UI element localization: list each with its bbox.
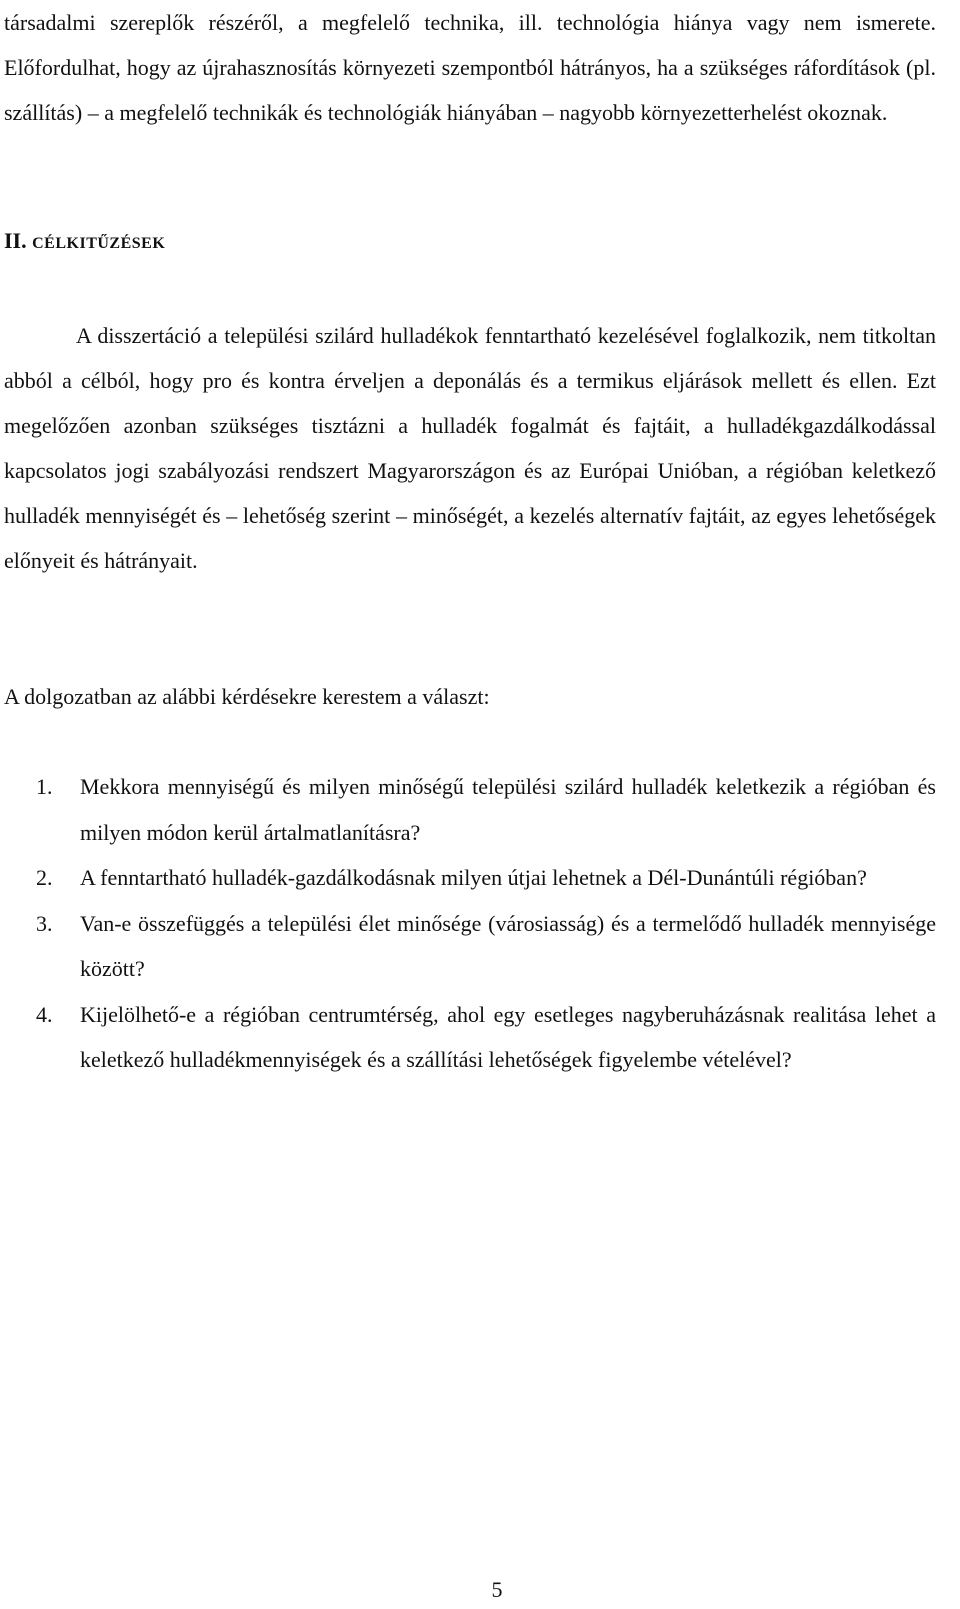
list-item-text: Mekkora mennyiségű és milyen minőségű települési szilárd hulladék keletkezik a régióban és milyen módon kerül ártalmatlanításra? xyxy=(80,774,936,845)
intro-paragraph: A disszertáció a települési szilárd hulladékok fenntartható kezelésével foglalkozik, nem titkoltan abból a célból, hogy pro és kontra érveljen a deponálás és a termikus eljárások mellett és ellen. Ezt megelőzően azonban szükséges tisztázni a hulladék fogalmát és fajtáit, a hulladékgazdálkodással kapcsolatos jogi szabályozási rendszert Magyarországon és az Európai Unióban, a régióban keletkező hulladék mennyiségét és – lehetőség szerint – minőségét, a kezelés alternatív fajtáit, az egyes lehetőségek előnyeit és hátrányait. xyxy=(4,323,936,573)
list-item-number: 2. xyxy=(36,865,53,890)
list-item-number: 4. xyxy=(36,1001,53,1027)
list-item-text: A fenntartható hulladék-gazdálkodásnak milyen útjai lehetnek a Dél-Dunántúli régióban? xyxy=(80,865,867,890)
list-item xyxy=(4,901,936,992)
continuation-paragraph: társadalmi szereplők részéről, a megfelelő technika, ill. technológia hiánya vagy nem ismerete. Előfordulhat, hogy az újrahasznosítás környezeti szempontból hátrányos, ha a szükséges ráfordítások (pl. szállítás) – a megfelelő technikák és technológiák hiányában – nagyobb környezetterhelést okoznak. xyxy=(4,10,936,125)
section-heading xyxy=(4,226,165,259)
list-item xyxy=(4,992,936,1083)
list-item xyxy=(4,764,936,855)
section-number: II. xyxy=(4,228,27,253)
list-item xyxy=(4,855,936,901)
research-questions-list xyxy=(4,764,936,1083)
list-item-text: Van-e összefüggés a települési élet minősége (városiasság) és a termelődő hulladék mennyisége között? xyxy=(80,910,936,981)
list-item-text: Kijelölhető-e a régióban centrumtérség, ahol egy esetleges nagyberuházásnak realitása lehet a keletkező hulladékmennyiségek és a szállítási lehetőségek figyelembe vételével? xyxy=(80,1001,936,1072)
questions-lead: A dolgozatban az alábbi kérdésekre kerestem a választ: xyxy=(4,684,490,709)
list-item-number: 3. xyxy=(36,910,53,936)
section-title: CÉLKITŰZÉSEK xyxy=(32,235,166,252)
list-item-number: 1. xyxy=(36,774,53,799)
page-number: 5 xyxy=(491,1577,503,1602)
